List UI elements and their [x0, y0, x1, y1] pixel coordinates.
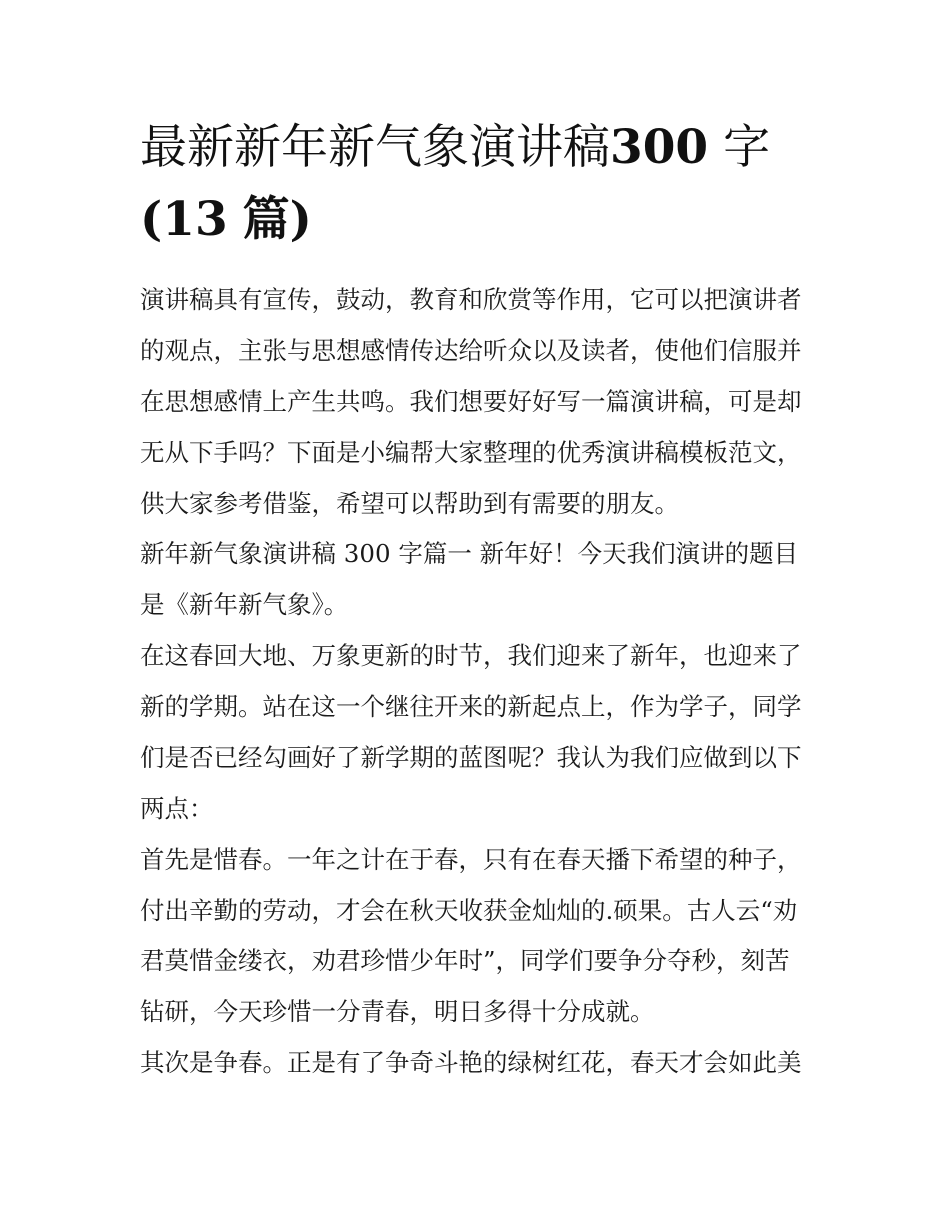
title-line2-number: (13: [140, 192, 228, 247]
body-line: 新的学期。站在这一个继往开来的新起点上，作为学子，同学: [140, 692, 802, 721]
title-line1-number: 300: [610, 120, 709, 175]
title-line2-tail: 篇): [242, 192, 312, 247]
title-line1-tail: 字: [723, 120, 771, 175]
body-line: 在这春回大地、万象更新的时节，我们迎来了新年，也迎来了: [140, 641, 802, 670]
body-line: 的观点，主张与思想感情传达给听众以及读者，使他们信服并: [140, 336, 802, 365]
body-line: 演讲稿具有宣传，鼓动，教育和欣赏等作用，它可以把演讲者: [140, 285, 802, 314]
body-line: 们是否已经勾画好了新学期的蓝图呢？我认为我们应做到以下: [140, 743, 802, 772]
body-line: 供大家参考借鉴，希望可以帮助到有需要的朋友。: [140, 489, 679, 518]
body-line: 是《新年新气象》。: [140, 590, 349, 619]
document-title: [140, 112, 820, 256]
body-line: 钻研，今天珍惜一分青春，明日多得十分成就。: [140, 997, 655, 1026]
body-line: 其次是争春。正是有了争奇斗艳的绿树红花，春天才会如此美: [140, 1048, 802, 1077]
body-line: 在思想感情上产生共鸣。我们想要好好写一篇演讲稿，可是却: [140, 387, 802, 416]
body-line: 无从下手吗？下面是小编帮大家整理的优秀演讲稿模板范文，: [140, 438, 802, 467]
body-line: 君莫惜金缕衣，劝君珍惜少年时”，同学们要争分夺秒，刻苦: [140, 946, 790, 975]
title-line1-text: 最新新年新气象演讲稿: [140, 120, 610, 175]
body-line: 首先是惜春。一年之计在于春，只有在春天播下希望的种子，: [140, 845, 802, 874]
body-line: 新年新气象演讲稿 300 字篇一 新年好！今天我们演讲的题目: [140, 539, 799, 568]
body-line: 付出辛勤的劳动，才会在秋天收获金灿灿的.硕果。古人云“劝: [140, 896, 798, 925]
body-line: 两点：: [140, 794, 214, 823]
